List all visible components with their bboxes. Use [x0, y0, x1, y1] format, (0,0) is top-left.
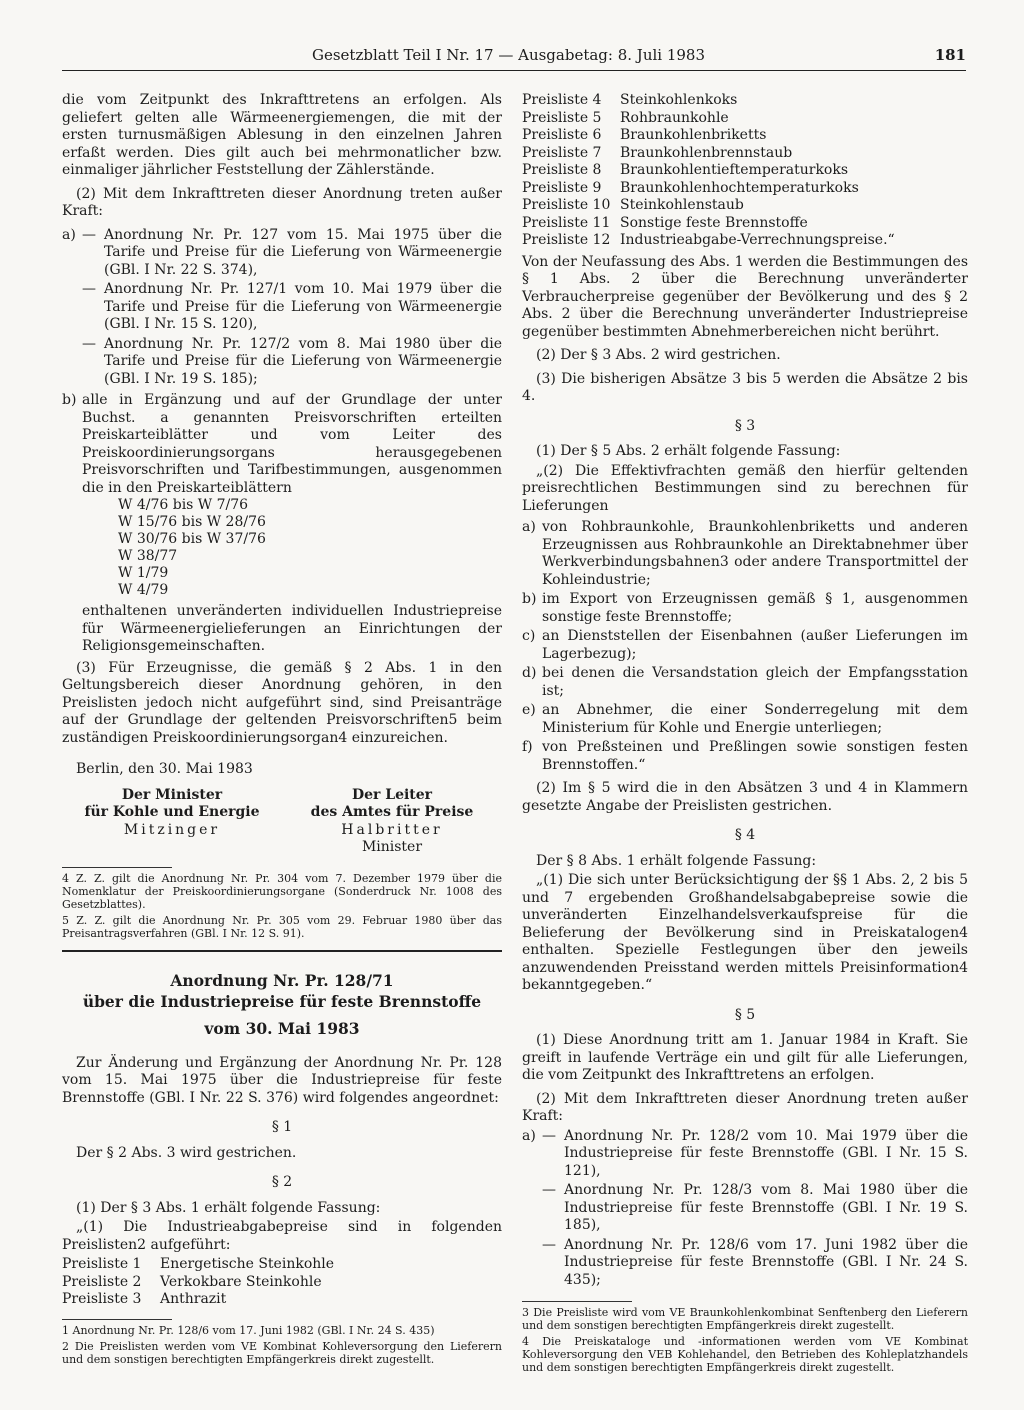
- paragraph: „(1) Die Industrieabgabepreise sind in folgenden Preislisten2 aufgeführt:: [62, 1219, 502, 1253]
- paragraph: (3) Die bisherigen Absätze 3 bis 5 werden die Absätze 2 bis 4.: [522, 370, 968, 404]
- section-heading: § 5: [734, 1006, 756, 1023]
- paragraph: alle in Ergänzung und auf der Grundlage der unter Buchst. a genannten Preisvorschriften erteilten Preiskarteiblätter und vom Leiter des Preiskoordinierungsorgans herausgegebenen Preisvorschriften und Tarifbestimmungen, ausgenommen die in den Preiskarteiblättern: [82, 392, 502, 496]
- list-item: W 30/76 bis W 37/76: [118, 531, 266, 547]
- paragraph: (2) Der § 3 Abs. 2 wird gestrichen.: [536, 347, 781, 363]
- paragraph: „(1) Die sich unter Berücksichtigung der §§ 1 Abs. 2, 2 bis 5 und 7 ergebenden Großhandelsabgabepreise sowie die unveränderten Einzelhandelsverkaufspreise für die Belieferung der Bevölkerung sind in Preiskatalogen4 enthalten. Spezielle Festlegungen über den jeweils anzuwendenden Preisstand werden mittels Preisinformation4 bekanntgegeben.“: [522, 872, 968, 993]
- list-item: — Anordnung Nr. Pr. 128/6 vom 17. Juni 1982 über die Industriepreise für feste Brennstoffe (GBl. I Nr. 24 S. 435);: [542, 1236, 968, 1288]
- footnote-rule: [522, 1301, 632, 1302]
- right-column: [522, 92, 968, 1377]
- list-item: b) im Export von Erzeugnissen gemäß § 1, ausgenommen sonstige feste Brennstoffe;: [522, 591, 968, 625]
- list-item: — Anordnung Nr. Pr. 128/3 vom 8. Mai 1980 über die Industriepreise für feste Brennstoffe (GBl. I Nr. 19 S. 185),: [542, 1182, 968, 1233]
- list-item: W 1/79: [118, 565, 169, 581]
- section-heading: § 4: [734, 827, 756, 843]
- list-label: a): [62, 226, 76, 243]
- paragraph: Zur Änderung und Ergänzung der Anordnung Nr. Pr. 128 vom 15. Mai 1975 über die Industriepreise für feste Brennstoffe (GBl. I Nr. 22 S. 376) wird folgendes angeordnet:: [62, 1054, 502, 1106]
- preiskarteiblaetter-list: [118, 497, 502, 599]
- footnote: 4 Die Preiskataloge und -informationen werden vom VE Kombinat Kohleversorgung den VEB Kohlehandel, den Betrieben des Kohleplatzhandels und dem sonstigen berechtigten Empfängerkreis direkt zugestellt.: [522, 1335, 968, 1374]
- preisliste-table: [62, 1256, 502, 1309]
- list-label: a): [522, 1127, 536, 1144]
- list-item: — Anordnung Nr. Pr. 128/2 vom 10. Mai 1979 über die Industriepreise für feste Brennstoffe (GBl. I Nr. 15 S. 121),: [542, 1127, 968, 1179]
- section-heading: § 2: [271, 1174, 293, 1190]
- header-title: Gesetzblatt Teil I Nr. 17 — Ausgabetag: 8. Juli 1983: [312, 46, 706, 64]
- paragraph: Der § 8 Abs. 1 erhält folgende Fassung:: [536, 852, 817, 869]
- paragraph: (2) Mit dem Inkrafttreten dieser Anordnung treten außer Kraft:: [62, 185, 502, 219]
- footnote: 3 Die Preisliste wird vom VE Braunkohlenkombinat Senftenberg den Lieferern und dem sonstigen berechtigten Empfängerkreis direkt zugestellt.: [522, 1306, 968, 1332]
- list-item: — Anordnung Nr. Pr. 127/1 vom 10. Mai 1979 über die Tarife und Preise für die Lieferung von Wärmeenergie (GBl. I Nr. 15 S. 120),: [82, 281, 502, 332]
- list-item: W 4/76 bis W 7/76: [118, 497, 249, 513]
- footnote: 5 Z. Z. gilt die Anordnung Nr. Pr. 305 vom 29. Februar 1980 über das Preisantragsverfahren (GBl. I Nr. 12 S. 91).: [62, 913, 502, 940]
- footnote-rule: [62, 867, 172, 868]
- paragraph: Der § 2 Abs. 3 wird gestrichen.: [76, 1144, 297, 1161]
- table-row: Preisliste 12 Industrieabgabe-Verrechnungspreise.“: [522, 232, 895, 248]
- table-row: Preisliste 4 Steinkohlenkoks: [522, 92, 738, 108]
- signature-leiter: Der Leiter des Amtes für Preise Halbritter Minister: [310, 786, 474, 855]
- paragraph: (1) Der § 5 Abs. 2 erhält folgende Fassung:: [536, 443, 841, 459]
- list-item: W 15/76 bis W 28/76: [118, 514, 266, 530]
- paragraph: die vom Zeitpunkt des Inkrafttretens an erfolgen. Als geliefert gelten alle Wärmeenergiemengen, die mit der ersten turnusmäßigen Ablesung in den einzelnen Jahren erfaßt werden. Dies gilt auch bei mehrmonatlicher bzw. einmaliger jährlicher Feststellung der Zählerstände.: [62, 92, 502, 178]
- list-item-a: [62, 227, 502, 391]
- list-item-b: [62, 392, 502, 656]
- table-row: Preisliste 11 Sonstige feste Brennstoffe: [522, 214, 808, 231]
- list-item: a) von Rohbraunkohle, Braunkohlenbriketts und anderen Erzeugnissen aus Rohbraunkohle an Direktabnehmer über Werkverbindungsbahnen3 oder andere Transportmittel der Kohleindustrie;: [522, 519, 968, 588]
- section-heading: § 1: [271, 1119, 293, 1135]
- page-number: 181: [934, 46, 966, 64]
- table-row: Preisliste 5 Rohbraunkohle: [522, 109, 729, 126]
- ordinance-title: Anordnung Nr. Pr. 128/71: [170, 970, 394, 990]
- list-item: f) von Preßsteinen und Preßlingen sowie sonstigen festen Brennstoffen.“: [522, 739, 968, 773]
- list-item: W 38/77: [118, 548, 178, 564]
- table-row: Preisliste 9 Braunkohlenhochtemperaturkoks: [522, 179, 859, 196]
- left-column: [62, 92, 502, 1369]
- paragraph: enthaltenen unveränderten individuellen Industriepreise für Wärmeenergielieferungen an Einrichtungen der Religionsgemeinschaften.: [82, 603, 502, 654]
- list-item: — Anordnung Nr. Pr. 127/2 vom 8. Mai 1980 über die Tarife und Preise für die Lieferung von Wärmeenergie (GBl. I Nr. 19 S. 185);: [82, 335, 502, 387]
- list-item: W 4/79: [118, 582, 169, 598]
- list-item: c) an Dienststellen der Eisenbahnen (außer Lieferungen im Lagerbezug);: [522, 628, 968, 662]
- paragraph: (2) Im § 5 wird die in den Absätzen 3 und 4 in Klammern gesetzte Angabe der Preislisten gestrichen.: [522, 780, 968, 814]
- list-item: e) an Abnehmer, die einer Sonderregelung mit dem Ministerium für Kohle und Energie unterliegen;: [522, 702, 968, 736]
- page-header: [62, 46, 966, 71]
- paragraph: (3) Für Erzeugnisse, die gemäß § 2 Abs. 1 in den Geltungsbereich dieser Anordnung gehören, in den Preislisten jedoch nicht aufgeführt sind, sind Preisanträge auf der Grundlage der geltenden Preisvorschriften5 beim zuständigen Preiskoordinierungsorgan4 einzureichen.: [62, 659, 502, 746]
- table-row: Preisliste 2 Verkokbare Steinkohle: [62, 1273, 322, 1290]
- list-item-a: [522, 1128, 968, 1292]
- footnote: 2 Die Preislisten werden vom VE Kombinat Kohleversorgung den Lieferern und dem sonstigen berechtigten Empfängerkreis direkt zugestellt.: [62, 1339, 502, 1366]
- footnote: 4 Z. Z. gilt die Anordnung Nr. Pr. 304 vom 7. Dezember 1979 über die Nomenklatur der Preiskoordinierungsorgane (Sonderdruck Nr. 1008 des Gesetzblattes).: [62, 871, 502, 911]
- table-row: Preisliste 10 Steinkohlenstaub: [522, 197, 744, 213]
- paragraph: „(2) Die Effektivfrachten gemäß den hierfür geltenden preisrechtlichen Bestimmungen sind zu berechnen für Lieferungen: [522, 462, 968, 514]
- ordinance-date: vom 30. Mai 1983: [204, 1018, 360, 1038]
- table-row: Preisliste 6 Braunkohlenbriketts: [522, 127, 767, 143]
- table-row: Preisliste 7 Braunkohlenbrennstaub: [522, 144, 793, 161]
- signatures: [62, 787, 502, 857]
- footnote-rule: [62, 1319, 172, 1320]
- date-line: Berlin, den 30. Mai 1983: [76, 761, 253, 777]
- table-row: Preisliste 1 Energetische Steinkohle: [62, 1256, 335, 1272]
- list-label: b): [62, 392, 77, 408]
- paragraph: (1) Der § 3 Abs. 1 erhält folgende Fassung:: [76, 1199, 381, 1216]
- list-item: — Anordnung Nr. Pr. 127 vom 15. Mai 1975 über die Tarife und Preise für die Lieferung von Wärmeenergie (GBl. I Nr. 22 S. 374),: [82, 226, 502, 278]
- paragraph: (2) Mit dem Inkrafttreten dieser Anordnung treten außer Kraft:: [522, 1090, 968, 1124]
- paragraph: (1) Diese Anordnung tritt am 1. Januar 1984 in Kraft. Sie greift in laufende Verträge ein und gilt für alle Lieferungen, die vom Zeitpunkt des Inkrafttretens an erfolgen.: [522, 1032, 968, 1083]
- paragraph: Von der Neufassung des Abs. 1 werden die Bestimmungen des § 1 Abs. 2 über die Berechnung unveränderter Verbraucherpreise gegenüber der Bevölkerung und des § 2 Abs. 2 über die Berechnung unveränderter Industriepreise gegenüber bestimmten Abnehmerbereichen nicht berührt.: [522, 253, 968, 340]
- signature-minister: Der Minister für Kohle und Energie Mitzinger: [84, 786, 260, 838]
- preisliste-table: [522, 92, 968, 250]
- divider: [62, 950, 502, 952]
- list-item: d) bei denen die Versandstation gleich der Empfangsstation ist;: [522, 665, 968, 699]
- table-row: Preisliste 3 Anthrazit: [62, 1291, 227, 1307]
- ordinance-subtitle: über die Industriepreise für feste Brennstoffe: [82, 991, 482, 1011]
- section-heading: § 3: [734, 417, 756, 434]
- footnote: 1 Anordnung Nr. Pr. 128/6 vom 17. Juni 1982 (GBl. I Nr. 24 S. 435): [62, 1323, 435, 1337]
- table-row: Preisliste 8 Braunkohlentieftemperaturkoks: [522, 162, 849, 178]
